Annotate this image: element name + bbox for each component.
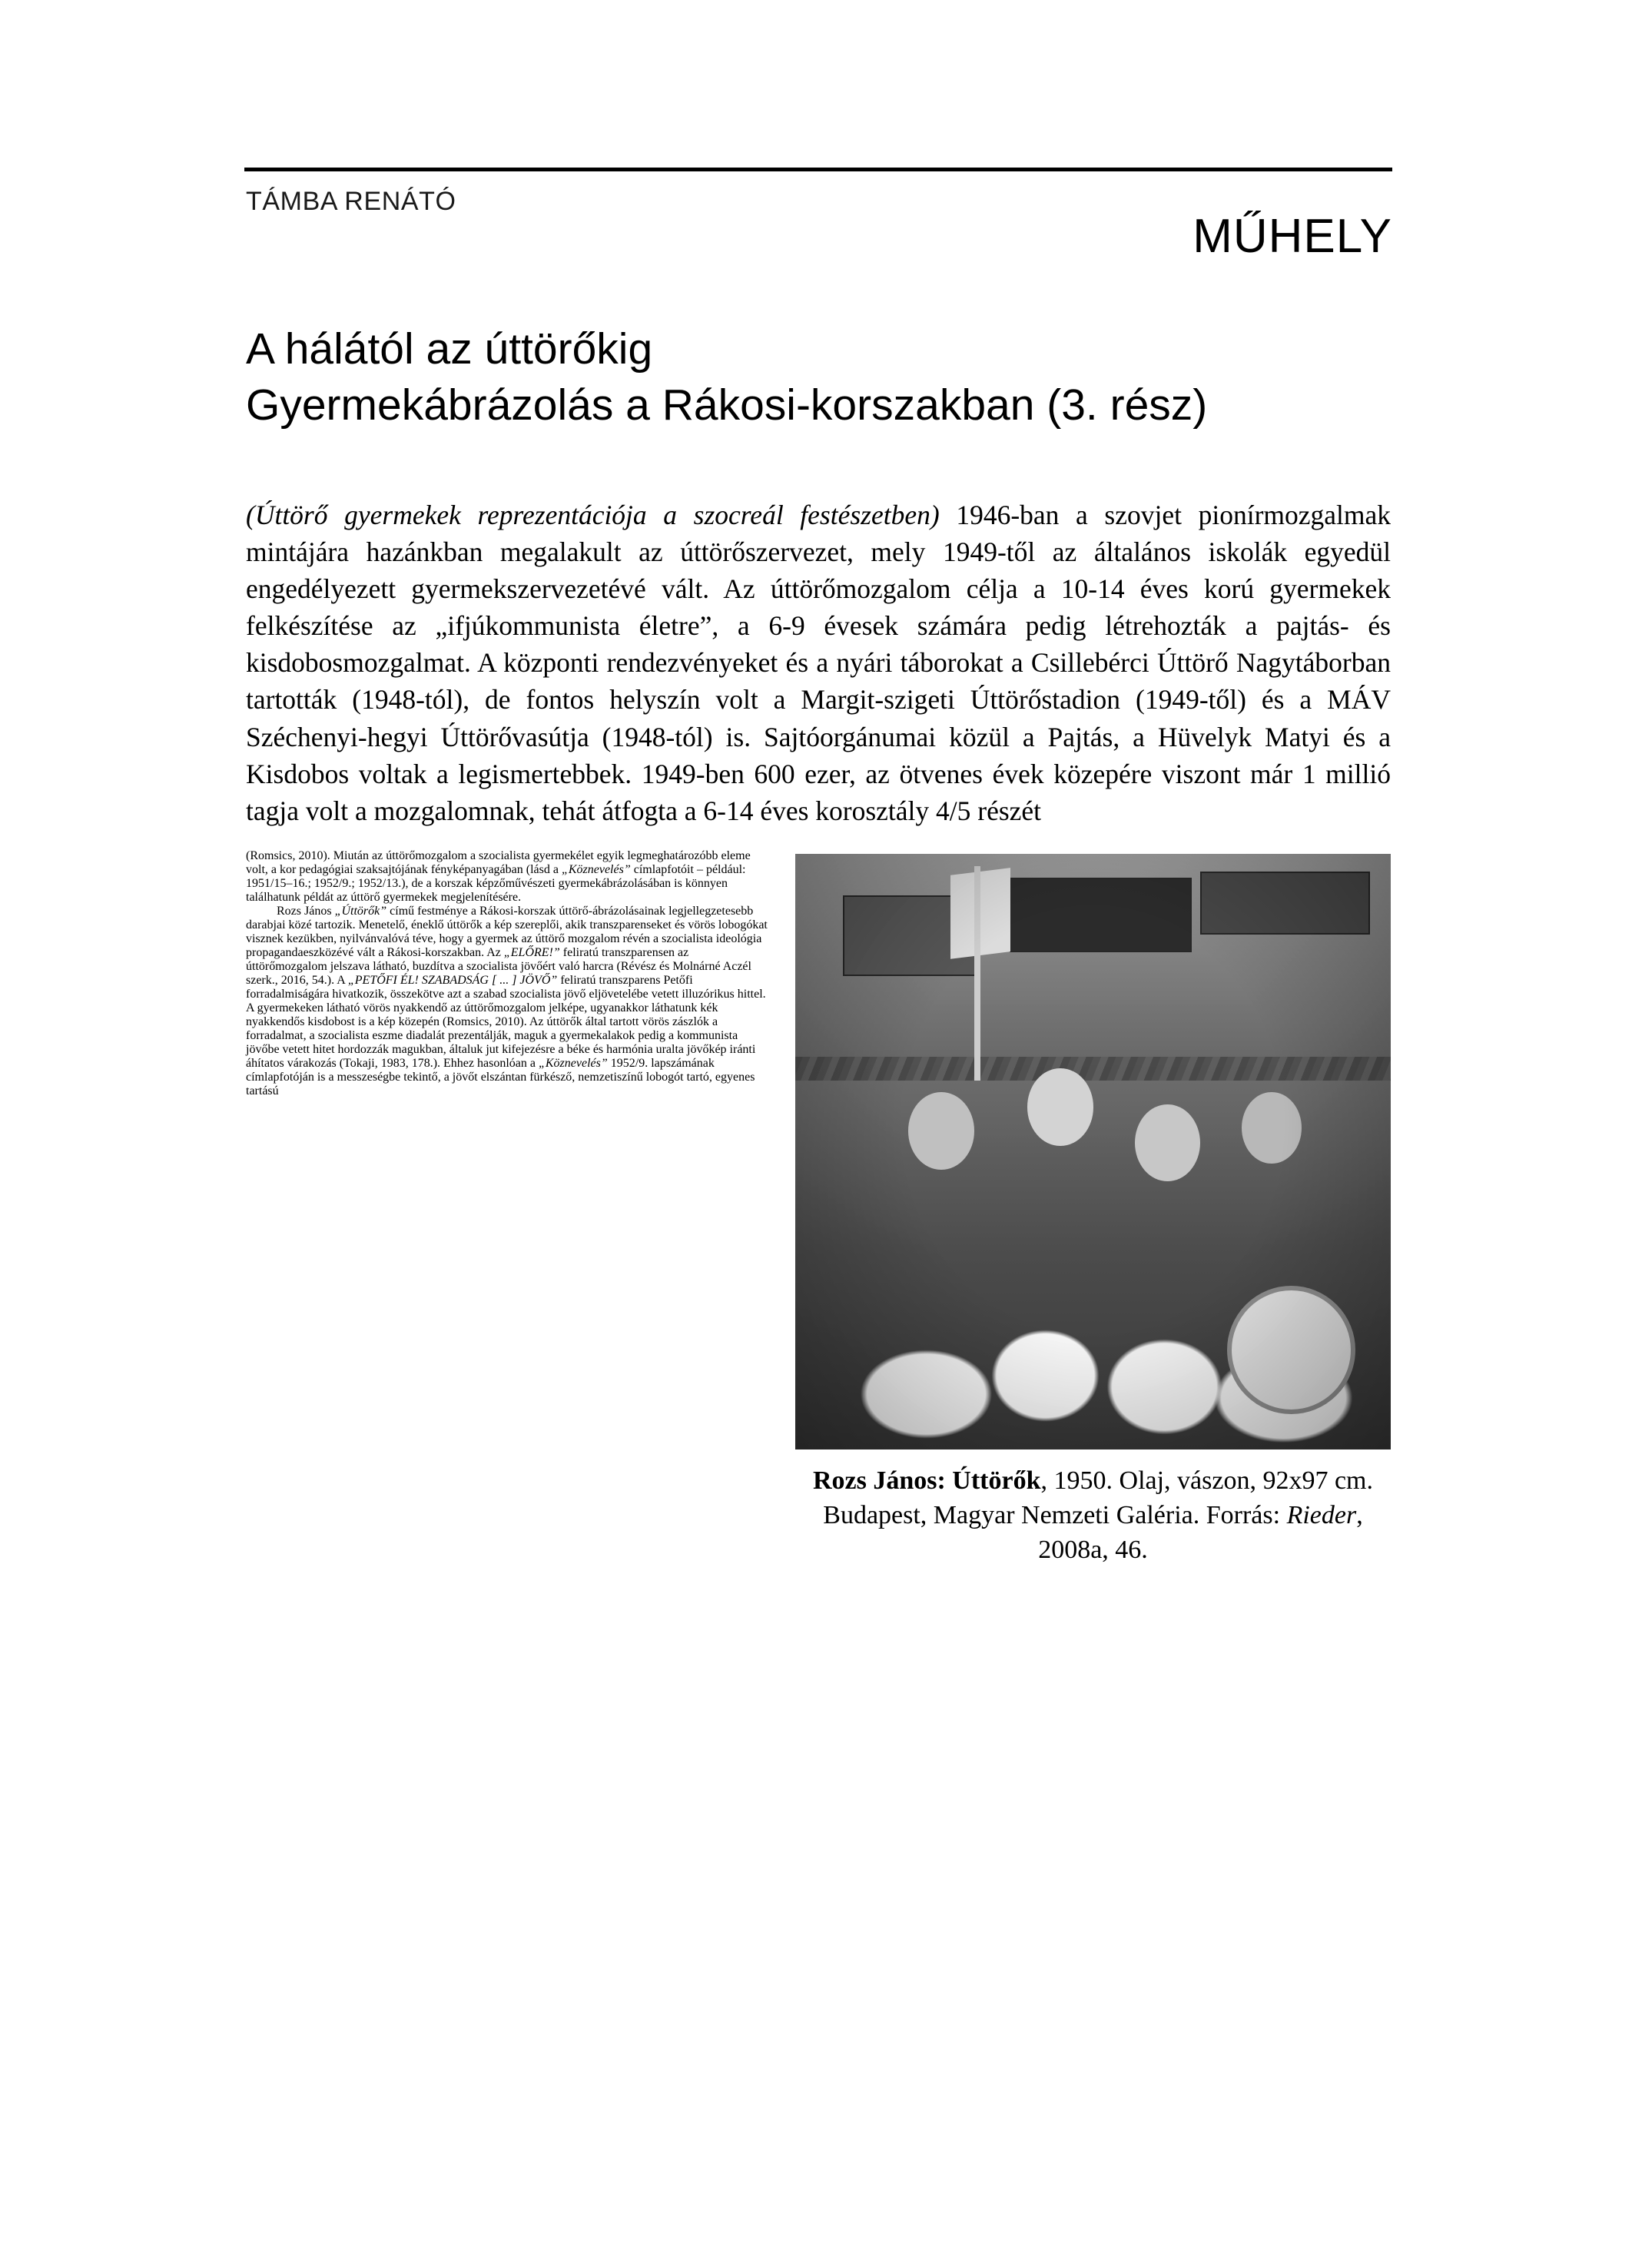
- section-label: MŰHELY: [1192, 210, 1392, 263]
- body-column: [246, 496, 1391, 829]
- para2-part-1: Rozs János: [277, 905, 335, 918]
- caption-source-italic: Rieder: [1286, 1501, 1357, 1530]
- para2-italic-elore: „ELŐRE!”: [503, 946, 560, 959]
- page-title: [246, 321, 1398, 433]
- intro-italic-lead: (Úttörő gyermekek reprezentációja a szocreál festészetben): [246, 500, 940, 530]
- figure-block: [795, 854, 1391, 1568]
- para2-part-4: feliratú transzparens Petőfi forradalmiságára hivatkozik, összekötve azt a szabad szocialista jövő eljövetelébe vetett illuzórikus hittel. A gyermekeken látható vörös nyakkendő az úttörőmozgalom jelképe, ugyanakkor láthatunk kék nyakkendős kisdobost is a kép közepén (Romsics, 2010). Az úttörők által tartott vörös zászlók a forradalmat, a szocialista eszme diadalát prezentálják, maguk a gyermekalakok pedig a kommunista jövőbe vetett hitet hordozzák magukban, általuk jut kifejezésre a béke és harmónia uralta jövőkép iránti áhítatos várakozás (Tokaji, 1983, 178.). Ehhez hasonlóan a: [246, 974, 766, 1070]
- para2-italic-koznevel: „Köznevelés”: [538, 1057, 608, 1070]
- author-name: TÁMBA RENÁTÓ: [246, 187, 456, 216]
- intro-rest: 1946-ban a szovjet pionírmozgalmak mintájára hazánkban megalakult az úttörőszervezet, mely 1949-től az általános iskolák egyedül engedélyezett gyermekszervezetévé vált. Az úttörőmozgalom célja a 10-14 éves korú gyermekek felkészítése az „ifjúkommunista életre”, a 6-9 évesek számára pedig létrehozták a pajtás- és kisdobosmozgalmat. A központi rendezvényeket és a nyári táborokat a Csillebérci Úttörő Nagytáborban tartották (1948-tól), de fontos helyszín volt a Margit-szigeti Úttörőstadion (1949-től) és a MÁV Széchenyi-hegyi Úttörővasútja (1948-tól) is. Sajtóorgánumai közül a Pajtás, a Hüvelyk Matyi és a Kisdobos voltak a legismertebbek. 1949-ben 600 ezer, az ötvenes évek közepére viszont már 1 millió tagja volt a mozgalomnak, tehát átfogta a 6-14 éves korosztály 4/5 részét: [246, 500, 1392, 826]
- header-rule: [244, 168, 1392, 171]
- para2-part-5: 1952/9. lapszámának címlapfotóján is a messzeségbe tekintő, a jövőt elszántan fürkésző, nemzetiszínű lobogót tartó, egyenes tartású: [246, 1057, 755, 1097]
- para2-part-2: című festménye a Rákosi-korszak úttörő-ábrázolásainak legjellegzetesebb darabjai közé tartozik. Menetelő, éneklő úttörők a kép szereplői, akik transzparenseket és vörös lobogókat visznek kezükben, nyilvánvalóvá téve, hogy a gyermek az úttörő mozgalom révén a szocialista ideológia propagandaeszközévé vált a Rákosi-korszakban. Az: [246, 905, 768, 959]
- caption-lead: Rozs János: Úttörők: [812, 1466, 1041, 1495]
- wrap-italic-koznevel: „Köznevelés”: [561, 863, 631, 876]
- wrap-part-1: (Romsics, 2010). Miután az úttörőmozgalom a szocialista gyermekélet egyik legmeghatározóbb eleme volt, a kor pedagógiai szaksajtójának fényképanyagában (lásd a: [246, 849, 751, 876]
- para2-part-3: feliratú transzparensen az úttörőmozgalom jelszava látható, buzdítva a szocialista jövőért való harcra (Révész és Molnárné Aczél szerk., 2016, 54.). A: [246, 946, 751, 987]
- title-line-1: A hálától az úttörőkig: [246, 324, 653, 374]
- painting-image: [795, 854, 1391, 1449]
- caption-rest: , 1950. Olaj, vászon, 92x97 cm. Budapest, Magyar Nemzeti Galéria. Forrás:: [823, 1466, 1374, 1530]
- paragraph-intro: [246, 496, 1391, 829]
- wrap-zone: [246, 849, 1391, 1568]
- caption-source-rest: , 2008a, 46.: [1038, 1501, 1363, 1565]
- figure-caption: [795, 1463, 1391, 1568]
- para2-italic-petofi: „PETŐFI ÉL! SZABADSÁG [ ... ] JÖVŐ”: [347, 974, 558, 987]
- painting-vignette: [795, 854, 1391, 1449]
- wrap-part-2: címlapfotóit – például: 1951/15–16.; 1952/9.; 1952/13.), de a korszak képzőművészeti gyermekábrázolásában is könnyen találhatunk példát az úttörő gyermekek megjelenítésére.: [246, 863, 746, 904]
- para2-italic-uttorok: „Úttörők”: [334, 905, 387, 918]
- title-line-2: Gyermekábrázolás a Rákosi-korszakban (3. rész): [246, 380, 1208, 430]
